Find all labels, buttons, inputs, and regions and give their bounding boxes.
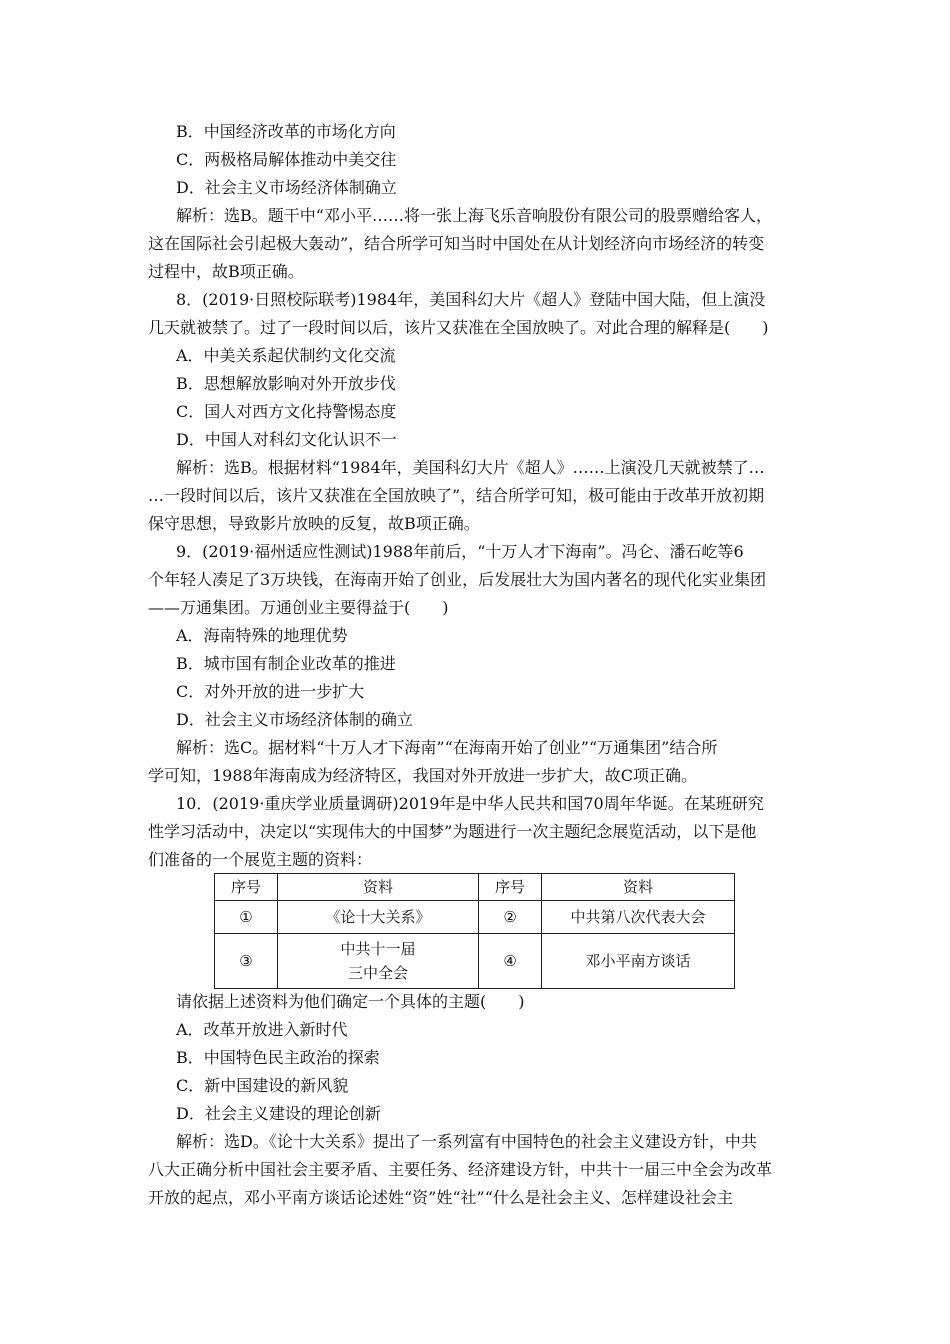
table-header-row	[215, 874, 735, 901]
table-cell	[277, 934, 478, 989]
table-cell: 邓小平南方谈话	[542, 934, 735, 989]
q10-analysis-line: 开放的起点，邓小平南方谈话论述姓“资”姓“社”“什么是社会主义、怎样建设社会主	[148, 1188, 733, 1207]
q8-analysis-line: 解析：选B。根据材料“1984年，美国科幻大片《超人》……上演没几天就被禁了…	[176, 458, 765, 477]
table-cell: ③	[215, 934, 278, 989]
q10-stem-line: 们准备的一个展览主题的资料：	[148, 850, 373, 869]
q10-option-b: B．中国特色民主政治的探索	[176, 1048, 380, 1067]
q9-analysis-line: 学可知，1988年海南成为经济特区，我国对外开放进一步扩大，故C项正确。	[148, 766, 697, 785]
table-cell: 中共第八次代表大会	[542, 901, 735, 934]
q10-stem-line: 10．(2019·重庆学业质量调研)2019年是中华人民共和国70周年华诞。在某班研究	[176, 794, 764, 813]
q9-stem-line: 个年轻人凑足了3万块钱，在海南开始了创业，后发展壮大为国内著名的现代化实业集团	[148, 570, 767, 589]
q9-option-d: D．社会主义市场经济体制的确立	[176, 710, 413, 729]
table-header: 资料	[277, 874, 478, 901]
table-row	[215, 934, 735, 989]
exhibit-table	[214, 873, 735, 989]
q10-stem-line: 性学习活动中，决定以“实现伟大的中国梦”为题进行一次主题纪念展览活动，以下是他	[148, 822, 757, 841]
q8-option-c: C．国人对西方文化持警惕态度	[176, 402, 397, 421]
q10-option-a: A．改革开放进入新时代	[176, 1020, 348, 1039]
table-cell: ①	[215, 901, 278, 934]
table-row	[215, 901, 735, 934]
q9-option-c: C．对外开放的进一步扩大	[176, 682, 365, 701]
q8-analysis-line: …一段时间以后，该片又获准在全国放映了”，结合所学可知，极可能由于改革开放初期	[148, 486, 765, 505]
q9-analysis-line: 解析：选C。据材料“十万人才下海南”“在海南开始了创业”“万通集团”结合所	[176, 738, 718, 757]
table-cell: 《论十大关系》	[277, 901, 478, 934]
q7-analysis-line: 过程中，故B项正确。	[148, 262, 304, 281]
table-cell: ②	[479, 901, 542, 934]
q8-analysis-line: 保守思想，导致影片放映的反复，故B项正确。	[148, 514, 480, 533]
q8-option-a: A．中美关系起伏制约文化交流	[176, 346, 396, 365]
q10-analysis-line: 解析：选D。《论十大关系》提出了一系列富有中国特色的社会主义建设方针，中共	[176, 1132, 757, 1151]
q10-prompt: 请依据上述资料为他们确定一个具体的主题( )	[176, 992, 525, 1011]
table-header: 资料	[542, 874, 735, 901]
q8-stem-line: 8．(2019·日照校际联考)1984年，美国科幻大片《超人》登陆中国大陆，但上演没	[176, 290, 766, 309]
table-cell-line: 中共十一届	[340, 940, 416, 958]
table-header: 序号	[215, 874, 278, 901]
q9-stem-line: ——万通集团。万通创业主要得益于( )	[148, 598, 449, 617]
q8-option-b: B．思想解放影响对外开放步伐	[176, 374, 396, 393]
q10-option-d: D．社会主义建设的理论创新	[176, 1104, 381, 1123]
q10-analysis-line: 八大正确分析中国社会主要矛盾、主要任务、经济建设方针，中共十一届三中全会为改革	[148, 1160, 773, 1179]
q7-analysis-line: 这在国际社会引起极大轰动”，结合所学可知当时中国处在从计划经济向市场经济的转变	[148, 234, 765, 253]
q7-option-c: C．两极格局解体推动中美交往	[176, 150, 397, 169]
q7-option-b: B．中国经济改革的市场化方向	[176, 122, 396, 141]
q8-option-d: D．中国人对科幻文化认识不一	[176, 430, 397, 449]
q10-option-c: C．新中国建设的新风貌	[176, 1076, 349, 1095]
q9-stem-line: 9．(2019·福州适应性测试)1988年前后，“十万人才下海南”。冯仑、潘石屹等6	[176, 542, 744, 561]
table-cell-line: 三中全会	[348, 964, 409, 982]
table-header: 序号	[479, 874, 542, 901]
q9-option-a: A．海南特殊的地理优势	[176, 626, 348, 645]
table-cell: ④	[479, 934, 542, 989]
q7-analysis-line: 解析：选B。题干中“邓小平……将一张上海飞乐音响股份有限公司的股票赠给客人，	[176, 206, 772, 225]
q8-stem-line: 几天就被禁了。过了一段时间以后，该片又获准在全国放映了。对此合理的解释是( )	[148, 318, 769, 337]
q9-option-b: B．城市国有制企业改革的推进	[176, 654, 396, 673]
q7-option-d: D．社会主义市场经济体制确立	[176, 178, 397, 197]
